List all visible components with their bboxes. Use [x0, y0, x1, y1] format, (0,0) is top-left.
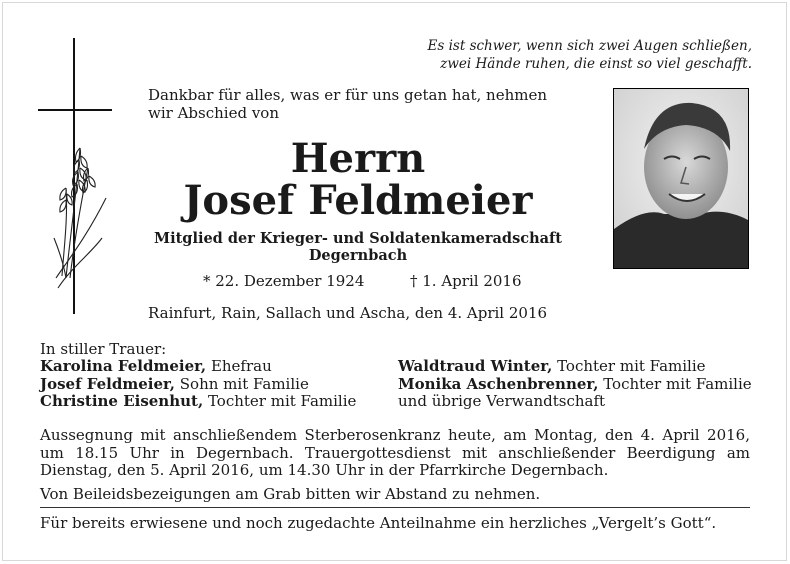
- quote-line-2: zwei Hände ruhen, die einst so viel geschafft.: [440, 56, 752, 72]
- mourner-name: Christine Eisenhut,: [40, 392, 204, 410]
- intro-line-2: wir Abschied von: [148, 104, 279, 122]
- cross-with-wheat-icon: [36, 38, 116, 314]
- mourner-relation: Tochter mit Familie: [203, 392, 357, 410]
- service-line-2: um 18.15 Uhr in Degernbach. Trauergottesdienst mit anschließender Beerdigung am: [40, 443, 750, 462]
- mourner-relation: Ehefrau: [206, 357, 272, 375]
- thanks-note: Für bereits erwiesene und noch zugedachte Anteilnahme ein herzliches „Vergelt’s Gott“.: [40, 514, 717, 532]
- salutation: Herrn: [290, 135, 426, 182]
- membership-line-2: Degernbach: [308, 247, 408, 264]
- condolence-note: Von Beileidsbezeigungen am Grab bitten wir Abstand zu nehmen.: [40, 485, 541, 503]
- quote: [332, 37, 752, 73]
- mourner-relation: Tochter mit Familie: [552, 357, 706, 375]
- mourner-entry: [40, 376, 356, 394]
- mourners-right: [398, 358, 752, 411]
- mourner-relation: Sohn mit Familie: [175, 374, 309, 393]
- mourner-name: Josef Feldmeier,: [40, 374, 176, 393]
- service-line-3: Dienstag, den 5. April 2016, um 14.30 Uhr in der Pfarrkirche Degernbach.: [40, 461, 609, 479]
- membership: [148, 230, 568, 264]
- intro-line-1: Dankbar für alles, was er für uns getan hat, nehmen: [148, 86, 548, 104]
- death-date: † 1. April 2016: [410, 272, 522, 290]
- mourner-entry: [398, 393, 752, 411]
- mourner-relation: und übrige Verwandtschaft: [398, 392, 606, 410]
- quote-line-1: Es ist schwer, wenn sich zwei Augen schließen,: [427, 38, 752, 54]
- mourners-left: [40, 358, 356, 411]
- mourner-entry: [40, 393, 356, 411]
- birth-date: * 22. Dezember 1924: [203, 272, 365, 290]
- mourners-heading: In stiller Trauer:: [40, 340, 167, 358]
- membership-line-1: Mitglied der Krieger- und Soldatenkameradschaft: [154, 230, 562, 247]
- mourner-entry: [398, 376, 752, 394]
- mourner-entry: [398, 358, 752, 376]
- deceased-name: Josef Feldmeier: [183, 177, 533, 224]
- mourner-entry: [40, 358, 356, 376]
- mourner-name: Waldtraud Winter,: [398, 357, 553, 375]
- place-date: Rainfurt, Rain, Sallach und Ascha, den 4. April 2016: [148, 304, 548, 322]
- mourner-name: Monika Aschenbrenner,: [398, 374, 599, 393]
- mourner-relation: Tochter mit Familie: [598, 374, 752, 393]
- portrait-photo: [613, 88, 749, 269]
- intro-text: [148, 86, 588, 122]
- mourner-name: Karolina Feldmeier,: [40, 357, 207, 375]
- service-info: [40, 427, 750, 480]
- service-line-1: Aussegnung mit anschließendem Sterberosenkranz heute, am Montag, den 4. April 2016,: [40, 426, 750, 444]
- divider: [40, 507, 750, 508]
